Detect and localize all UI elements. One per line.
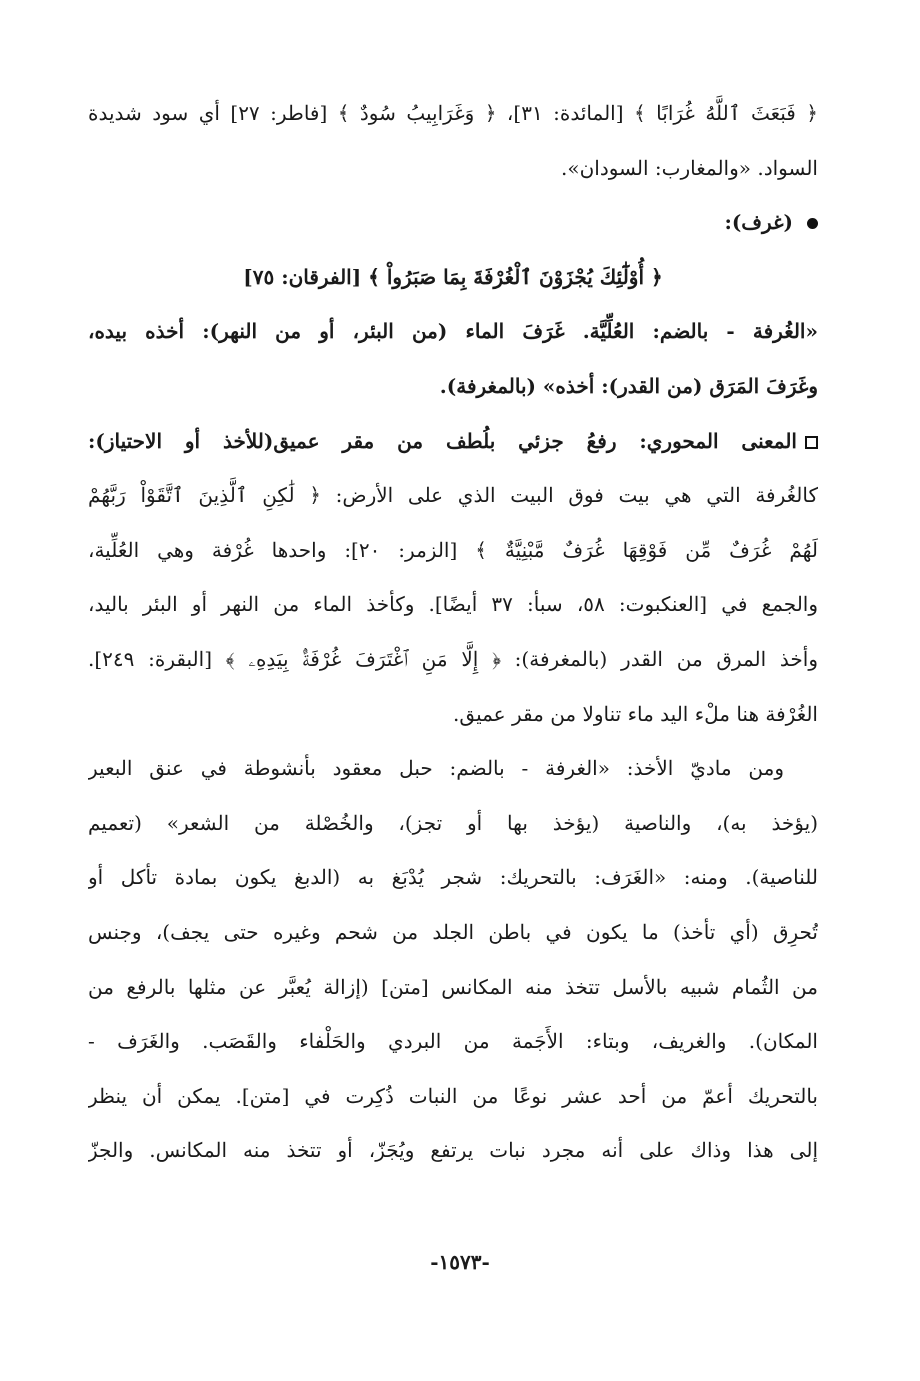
text-line-9: لَهُمْ غُرَفٌ مِّن فَوْقِهَا غُرَفٌ مَّبْنِيَّةٌ ﴾ [الزمر: ٢٠]: واحدها غُرْفة وهي العُلِّية، — [88, 537, 818, 562]
page-number: -١٥٧٣- — [430, 1250, 490, 1274]
text-line-20: إلى هذا وذاك على أنه مجرد نبات يرتفع ويُجَزّ، أو تتخذ منه المكانس. والجزّ — [88, 1138, 818, 1163]
text-line-16: تُحرِق (أي تأخذ) ما يكون في باطن الجلد من شحم وغيره حتى يجف)، وجنس — [88, 919, 818, 944]
text-line-17: من الثُمام شبيه بالأسل تتخذ منه المكانس [متن] (إزالة يُعبَّر عن مثلها بالرفع من — [88, 974, 818, 999]
bullet-icon — [807, 218, 818, 229]
text-line-12: الغُرْفة هنا ملْء اليد ماء تناولا من مقر عميق. — [453, 701, 818, 726]
text-line-15: للناصية). ومنه: «الغَرَف: بالتحريك: شجر يُدْبَغ به (الدبغ يكون بمادة تأكل أو — [88, 865, 818, 890]
quran-verse: ﴿ أُوْلَٰٓئِكَ يُجْزَوْنَ ٱلْغُرْفَةَ بِمَا صَبَرُواْ ﴾ [الفرقان: ٧٥] — [243, 264, 663, 289]
document-page — [88, 86, 818, 1178]
text-line-11: وأخذ المرق من القدر (بالمغرفة): ﴿ إِلَّا مَنِ ٱغْتَرَفَ غُرْفَةًۢ بِيَدِهِۦ ﴾ [البقرة: ٢٤٩]. — [88, 646, 818, 671]
text-line-10: والجمع في [العنكبوت: ٥٨، سبأ: ٣٧ أيضًا]. وكأخذ الماء من النهر أو البئر باليد، — [88, 592, 818, 617]
text-line-5: «الغُرفة - بالضم: العُلِّيَّة. غَرَفَ الماء (من البئر، أو من النهر): أخذه بيده، — [88, 319, 818, 344]
text-line-1: ﴿ فَبَعَثَ ٱللَّهُ غُرَابًا ﴾ [المائدة: ٣١]، ﴿ وَغَرَابِيبُ سُودٌ ﴾ [فاطر: ٢٧] أي سود شديدة — [88, 101, 818, 125]
text-line-13: ومن ماديّ الأخذ: «الغرفة - بالضم: حبل معقود بأنشوطة في عنق البعير — [88, 756, 784, 781]
core-meaning-text: المعنى المحوري: رفعُ جزئي بلُطف من مقر عميق(للأخذ أو الاحتياز): — [88, 428, 797, 453]
core-meaning-line — [88, 414, 818, 469]
text-line-19: بالتحريك أعمّ من أحد عشر نوعًا من النبات ذُكِرت في [متن]. يمكن أن ينظر — [88, 1083, 818, 1108]
square-marker-icon — [805, 436, 818, 449]
text-line-6: وغَرَفَ المَرَق (من القدر): أخذه» (بالمغرفة). — [439, 373, 818, 398]
text-line-14: (يؤخذ به)، والناصية (يؤخذ بها أو تجز)، والخُصْلة من الشعر» (تعميم — [88, 810, 818, 835]
text-line-8: كالغُرفة التي هي بيت فوق البيت الذي على الأرض: ﴿ لَٰكِنِ ٱلَّذِينَ ٱتَّقَوْاْ رَبَّهُمْ — [88, 483, 818, 508]
text-line-18: المكان). والغريف، وبتاء: الأَجَمة من البردي والحَلْفاء والقَصَب. والغَرَف - — [88, 1029, 818, 1054]
text-line-2: السواد. «والمغارب: السودان». — [560, 155, 818, 180]
entry-heading-text: (غرف): — [724, 210, 793, 235]
entry-heading — [88, 195, 818, 250]
